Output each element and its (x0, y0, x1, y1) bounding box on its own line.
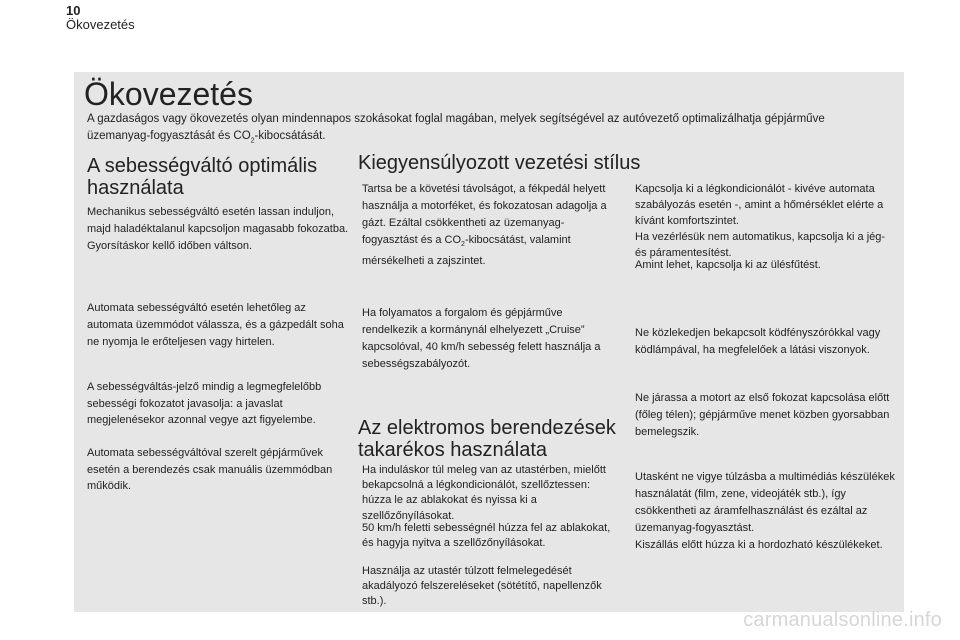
manual-gearbox-paragraph: Mechanikus sebességváltó esetén lassan induljon, majd haladéktalanul kapcsoljon magasabb fokozatba. Gyorsításkor kellő időben váltson. (87, 206, 349, 252)
fog-lights-paragraph: Ne közlekedjen bekapcsolt ködfényszórókkal vagy ködlámpával, ha megfelelőek a látási viszonyok. (635, 327, 881, 356)
page-number: 10 (66, 3, 81, 18)
electrical-heading: Az elektromos berendezések takarékos használata (358, 417, 616, 461)
watermark: carmanualsonline.info (743, 609, 942, 631)
intro-text: A gazdaságos vagy ökovezetés olyan mindennapos szokásokat foglal magában, melyek segítségével az autóvezető optimalizálhatja gépjárműve üzemanyag-fogyasztását és CO (87, 113, 825, 142)
air-conditioning-paragraph: Kapcsolja ki a légkondicionálót - kivéve automata szabályozás esetén -, amint a hőmérséklet elérte a kívánt komfortszintet. (635, 183, 884, 227)
defrost-paragraph: Ha vezérlésük nem automatikus, kapcsolja ki a jég- és páramentesítést. (635, 231, 886, 259)
engine-warmup-paragraph: Ne járassa a motort az első fokozat kapcsolása előtt (főleg télen); gépjárműve menet közben gyorsabban bemelegszik. (635, 392, 890, 438)
multimedia-paragraph: Utasként ne vigye túlzásba a multimédiás készülékek használatát (film, zene, videojáték stb.), így csökkentheti az áramfelhasználást és ezáltal az üzemanyag-fogyasztást. (635, 471, 895, 534)
automatic-note-paragraph: Automata sebességváltóval szerelt gépjárművek esetén a berendezés csak manuális üzemmódban működik. (87, 447, 333, 492)
gearbox-heading: A sebességváltó optimális használata (87, 155, 318, 199)
driving-style-text: Tartsa be a követési távolságot, a fékpedál helyett használja a motorféket, és fokozatosan adagolja a gázt. Ezáltal csökkentheti az üzemanyag-fogyasztást és a CO (362, 183, 607, 246)
windows-paragraph: 50 km/h feletti sebességnél húzza fel az ablakokat, és hagyja nyitva a szellőzőnyílásokat. (362, 522, 611, 550)
intro-subscript: 2 (250, 137, 255, 145)
section-label: Ökovezetés (66, 17, 135, 32)
cruise-control-paragraph: Ha folyamatos a forgalom és gépjárműve rendelkezik a kormánynál elhelyezett „Cruise” kapcsolóval, 40 km/h sebesség felett használja a sebességszabályozót. (362, 307, 601, 370)
ventilation-paragraph: Ha induláskor túl meleg van az utastérben, mielőtt bekapcsolná a légkondicionálót, szellőztessen: húzza le az ablakokat és nyissa ki a szellőzőnyílásokat. (362, 464, 606, 522)
driving-style-subscript: 2 (461, 241, 465, 249)
seat-heating-paragraph: Amint lehet, kapcsolja ki az ülésfűtést. (635, 259, 821, 271)
page-title: Ökovezetés (84, 76, 253, 112)
sunshade-paragraph: Használja az utastér túlzott felmelegedését akadályozó felszereléseket (sötétítő, napellenzők stb.). (362, 565, 602, 608)
intro-paragraph (87, 111, 887, 149)
driving-style-heading: Kiegyensúlyozott vezetési stílus (358, 152, 641, 174)
driving-style-paragraph (362, 181, 620, 270)
unplug-devices-paragraph: Kiszállás előtt húzza ki a hordozható készülékeket. (635, 539, 883, 551)
automatic-gearbox-paragraph: Automata sebességváltó esetén lehetőleg az automata üzemmódot válassza, és a gázpedált soha ne nyomja le erőteljesen vagy hirtelen. (87, 302, 344, 348)
intro-text-end: -kibocsátását. (254, 130, 326, 142)
gear-indicator-paragraph: A sebességváltás-jelző mindig a legmegfelelőbb sebességi fokozatot javasolja: a javaslat megjelenésekor azonnal vegye azt figyelembe. (87, 381, 322, 426)
driving-style-text-end: -kibocsátást, valamint mérsékelheti a zajszintet. (362, 234, 571, 268)
